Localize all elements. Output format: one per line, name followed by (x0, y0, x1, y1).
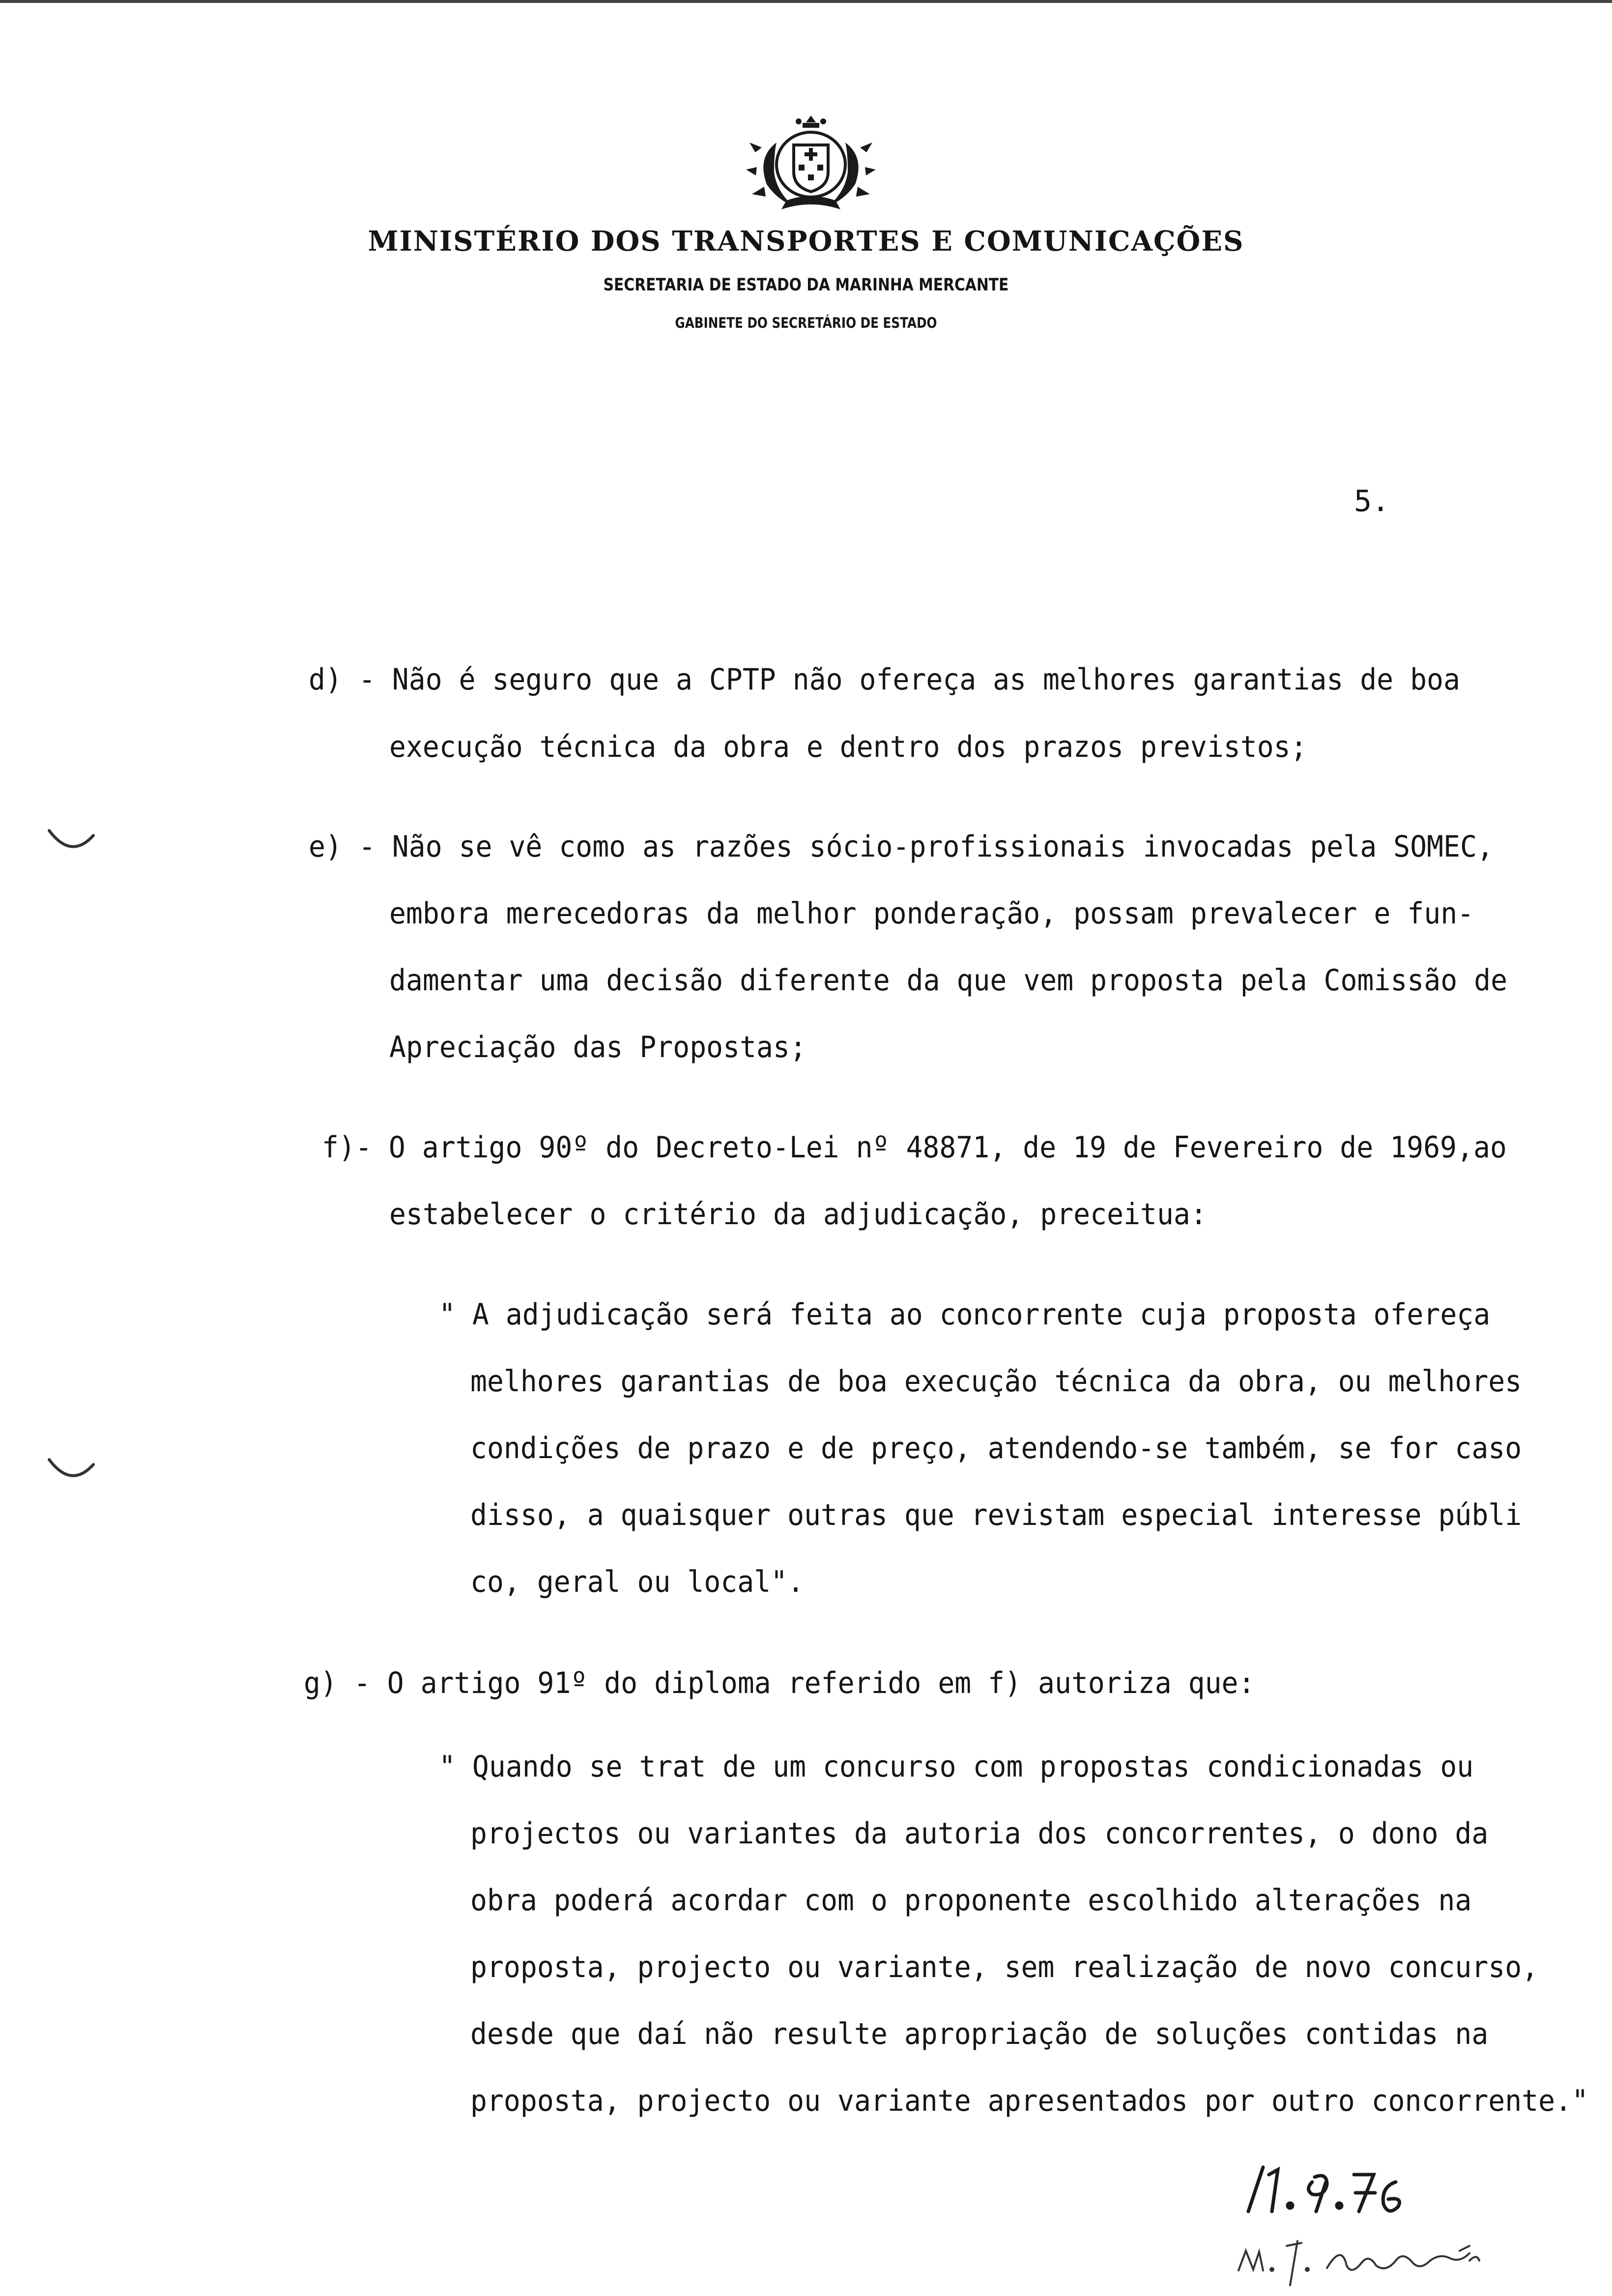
text-line: " A adjudicação será feita ao concorrente cuja proposta ofereça (439, 1297, 1491, 1332)
text-line: desde que daí não resulte apropriação de soluções contidas na (470, 2017, 1489, 2051)
text-line: e) - Não se vê como as razões sócio-profissionais invocadas pela SOMEC, (309, 830, 1494, 864)
text-line: estabelecer o critério da adjudicação, preceitua: (389, 1197, 1207, 1232)
text-line: d) - Não é seguro que a CPTP não ofereça as melhores garantias de boa (309, 662, 1460, 697)
hole-punch-mark-lower (44, 1445, 103, 1494)
text-line: " Quando se trat de um concurso com propostas condicionadas ou (439, 1750, 1474, 1784)
text-line: disso, a quaisquer outras que revistam especial interesse públi (470, 1498, 1522, 1532)
text-line: g) - O artigo 91º do diploma referido em f) autoriza que: (304, 1666, 1255, 1700)
page-number: 5. (1354, 484, 1390, 518)
text-line: proposta, projecto ou variante apresentados por outro concorrente." (470, 2084, 1589, 2118)
text-line: proposta, projecto ou variante, sem realização de novo concurso, (470, 1950, 1539, 1984)
text-line: projectos ou variantes da autoria dos concorrentes, o dono da (470, 1816, 1489, 1851)
text-line: melhores garantias de boa execução técnica da obra, ou melhores (470, 1364, 1522, 1399)
text-line: embora merecedoras da melhor ponderação, possam prevalecer e fun- (389, 896, 1474, 931)
text-line: execução técnica da obra e dentro dos prazos previstos; (389, 730, 1307, 764)
handwritten-signature (1229, 2231, 1573, 2290)
handwritten-date (1229, 2162, 1573, 2221)
text-line: co, geral ou local". (470, 1565, 805, 1599)
text-line: f)- O artigo 90º do Decreto-Lei nº 48871, de 19 de Fevereiro de 1969,ao (322, 1130, 1507, 1165)
secretariat-subtitle: SECRETARIA DE ESTADO DA MARINHA MERCANTE (603, 275, 1009, 295)
ministry-title: MINISTÉRIO DOS TRANSPORTES E COMUNICAÇÕES (368, 225, 1244, 258)
hole-punch-mark-upper (44, 816, 103, 865)
text-line: obra poderá acordar com o proponente escolhido alterações na (470, 1883, 1472, 1918)
top-border-line (0, 0, 1612, 3)
text-line: Apreciação das Propostas; (389, 1030, 806, 1064)
text-line: condições de prazo e de preço, atendendo-se também, se for caso (470, 1431, 1522, 1465)
coat-of-arms-icon (745, 113, 877, 214)
text-line: damentar uma decisão diferente da que vem proposta pela Comissão de (389, 963, 1508, 998)
cabinet-subtitle: GABINETE DO SECRETÁRIO DE ESTADO (675, 315, 937, 331)
